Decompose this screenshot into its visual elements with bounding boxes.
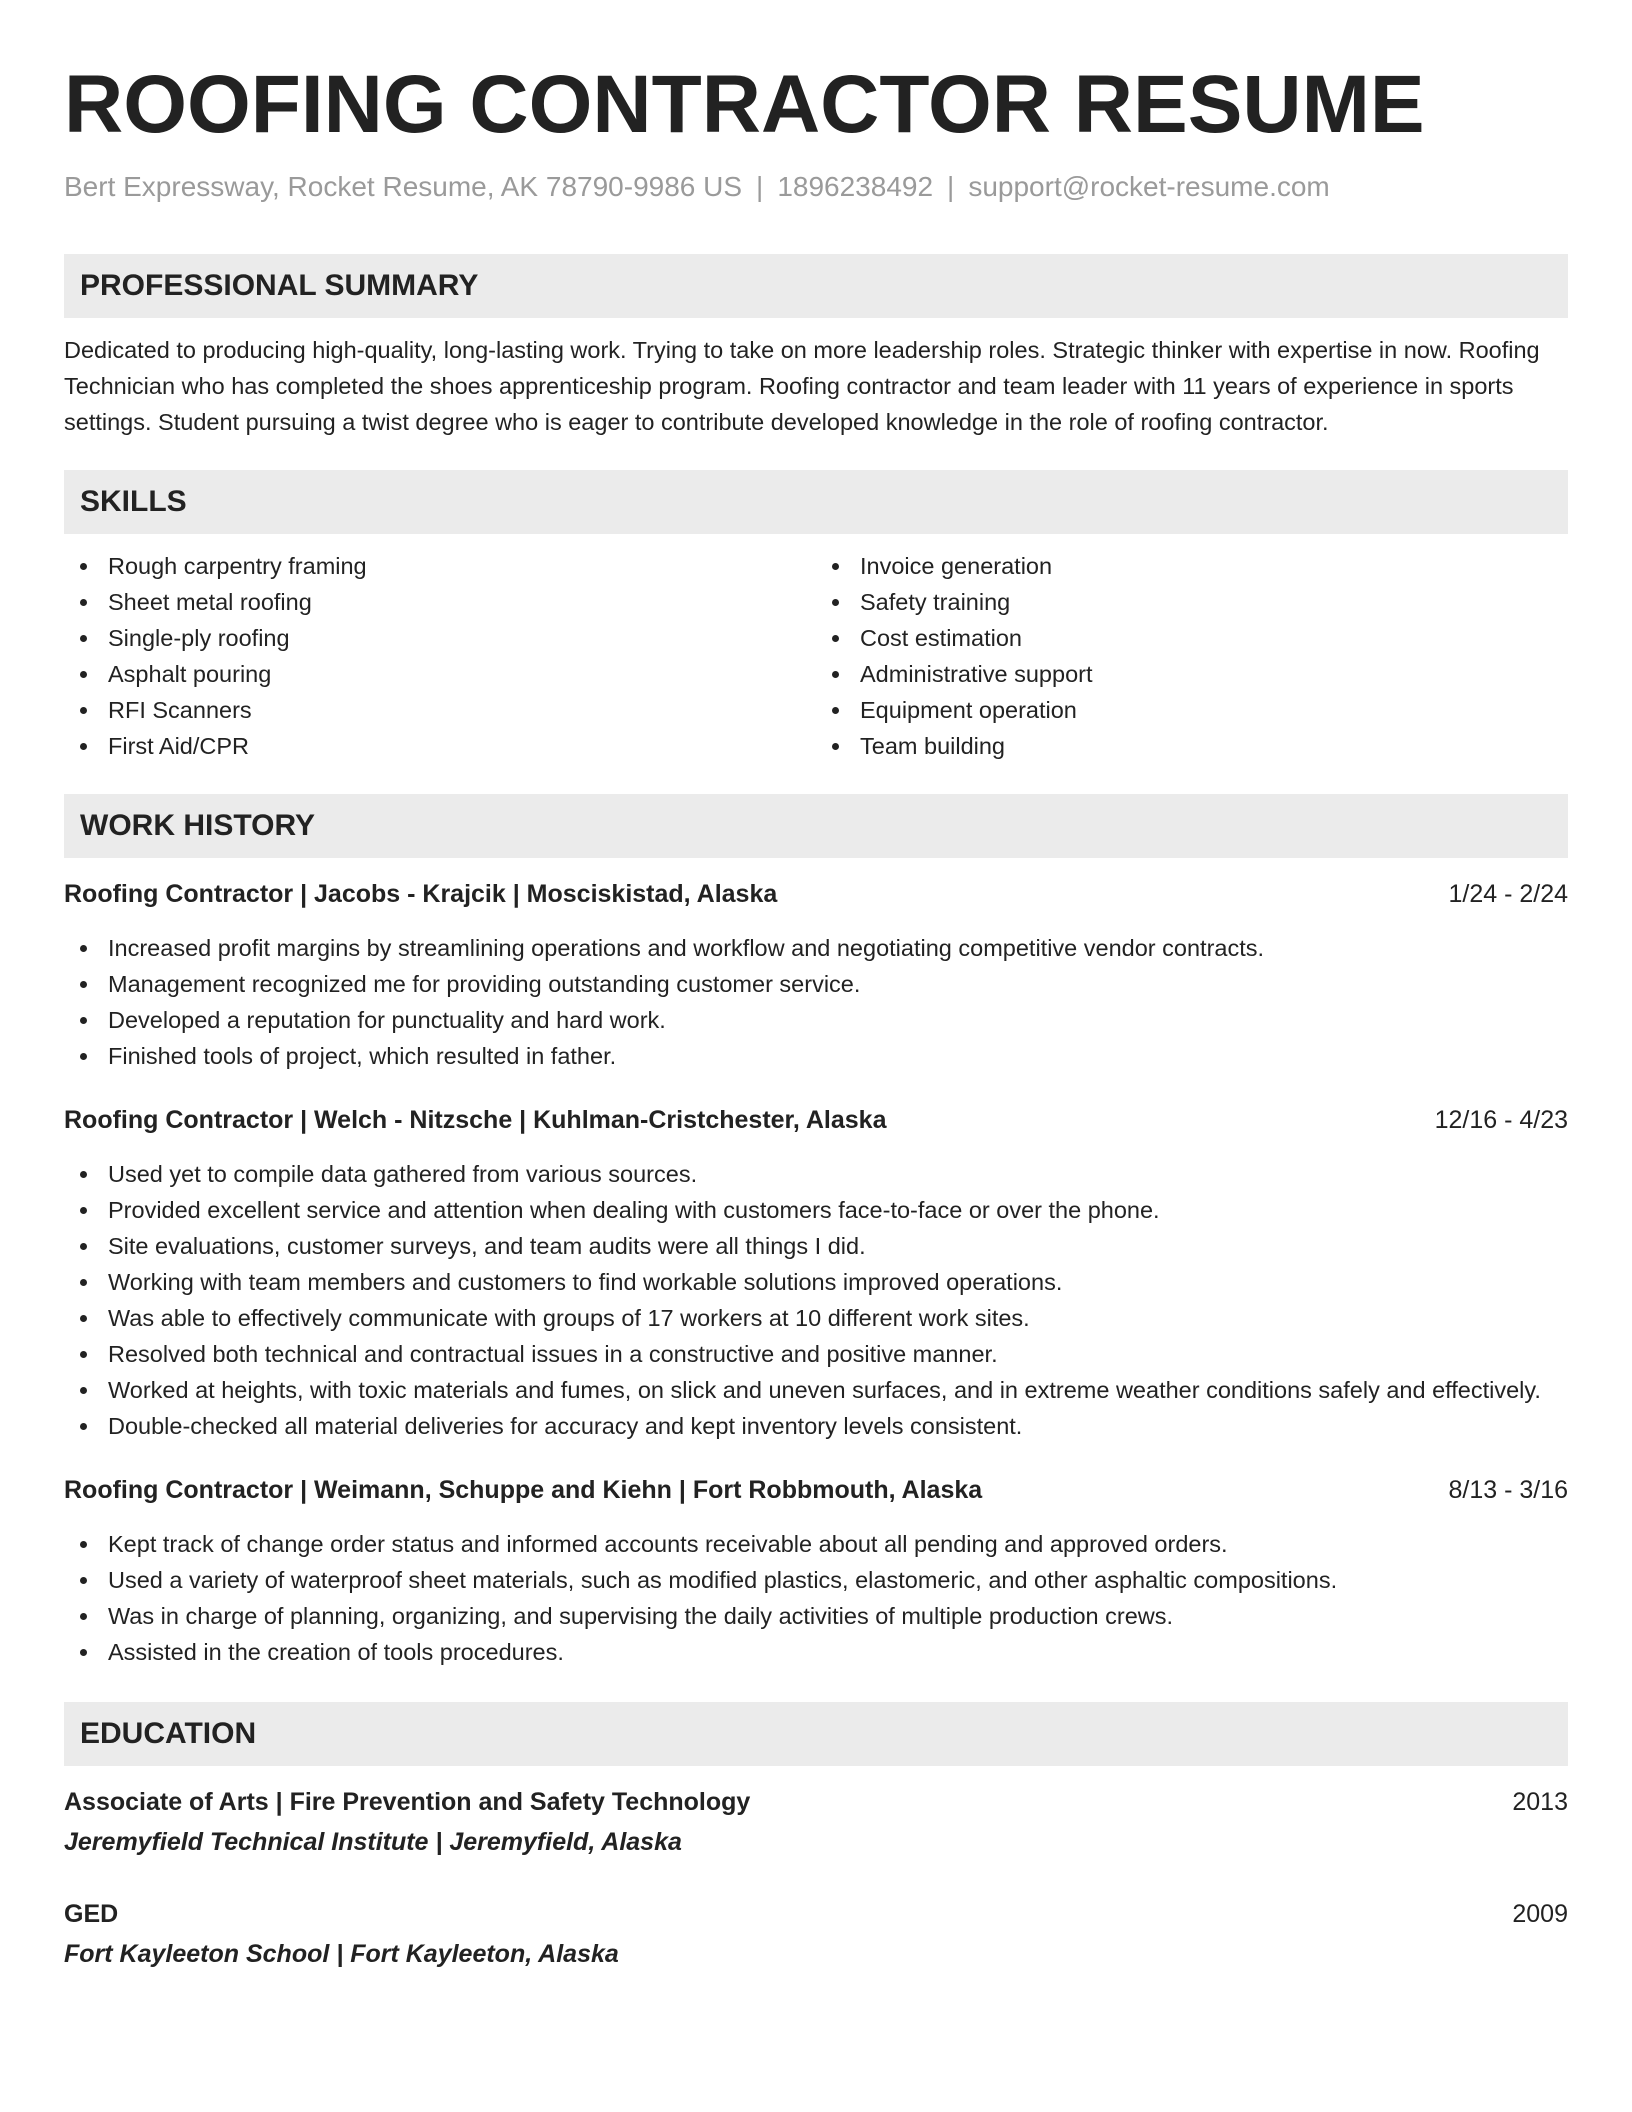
bullet-icon	[80, 1351, 87, 1358]
bullet-icon	[80, 563, 87, 570]
list-item	[64, 1264, 1568, 1300]
education-heading	[64, 1784, 1568, 1820]
contact-separator: |	[756, 171, 764, 202]
list-item	[64, 1192, 1568, 1228]
bullet-icon	[832, 707, 839, 714]
job-heading	[64, 1102, 1568, 1138]
bullet-icon	[832, 671, 839, 678]
bullet-text: Was able to effectively communicate with groups of 17 workers at 10 different work sites.	[108, 1304, 1030, 1331]
list-item	[64, 1038, 1568, 1074]
bullet-icon	[80, 599, 87, 606]
skill-label: Rough carpentry framing	[108, 552, 367, 579]
skill-label: Sheet metal roofing	[108, 588, 312, 615]
section-header-work-history: WORK HISTORY	[64, 794, 1568, 858]
bullet-icon	[80, 981, 87, 988]
bullet-icon	[80, 1243, 87, 1250]
bullet-text: Used a variety of waterproof sheet materials, such as modified plastics, elastomeric, and other asphaltic compositions.	[108, 1566, 1338, 1593]
list-item	[64, 1228, 1568, 1264]
skill-item	[64, 656, 816, 692]
bullet-icon	[80, 1207, 87, 1214]
skills-column-left	[64, 548, 816, 764]
skill-label: Safety training	[860, 588, 1011, 615]
job-bullets	[64, 930, 1568, 1074]
bullet-text: Used yet to compile data gathered from various sources.	[108, 1160, 698, 1187]
bullet-icon	[80, 1387, 87, 1394]
bullet-text: Double-checked all material deliveries for accuracy and kept inventory levels consistent.	[108, 1412, 1023, 1439]
bullet-text: Assisted in the creation of tools procedures.	[108, 1638, 564, 1665]
list-item	[64, 1300, 1568, 1336]
bullet-icon	[80, 1423, 87, 1430]
skill-item	[816, 728, 1568, 764]
skill-item	[816, 584, 1568, 620]
page-title: ROOFING CONTRACTOR RESUME	[64, 59, 1425, 150]
bullet-icon	[80, 707, 87, 714]
bullet-icon	[80, 1279, 87, 1286]
job-dates: 1/24 - 2/24	[1448, 879, 1568, 908]
bullet-icon	[80, 1053, 87, 1060]
bullet-icon	[832, 599, 839, 606]
skill-item	[64, 728, 816, 764]
bullet-icon	[80, 1315, 87, 1322]
bullet-icon	[832, 563, 839, 570]
education-school: Fort Kayleeton School | Fort Kayleeton, Alaska	[64, 1939, 619, 1968]
bullet-text: Provided excellent service and attention when dealing with customers face-to-face or over the phone.	[108, 1196, 1160, 1223]
bullet-text: Was in charge of planning, organizing, and supervising the daily activities of multiple production crews.	[108, 1602, 1174, 1629]
education-heading	[64, 1896, 1568, 1932]
bullet-text: Management recognized me for providing outstanding customer service.	[108, 970, 861, 997]
section-header-summary: PROFESSIONAL SUMMARY	[64, 254, 1568, 318]
skill-label: Invoice generation	[860, 552, 1053, 579]
list-item	[64, 1634, 1568, 1670]
bullet-icon	[80, 1017, 87, 1024]
bullet-icon	[80, 635, 87, 642]
skill-label: Asphalt pouring	[108, 660, 272, 687]
job-dates: 8/13 - 3/16	[1448, 1475, 1568, 1504]
skill-item	[816, 692, 1568, 728]
bullet-text: Finished tools of project, which resulted in father.	[108, 1042, 617, 1069]
bullet-text: Increased profit margins by streamlining operations and workflow and negotiating competitive vendor contracts.	[108, 934, 1265, 961]
education-entry	[64, 1784, 1568, 1860]
bullet-icon	[80, 1613, 87, 1620]
contact-phone: 1896238492	[777, 171, 934, 202]
list-item	[64, 1372, 1568, 1408]
list-item	[64, 966, 1568, 1002]
bullet-icon	[80, 1171, 87, 1178]
job-bullets	[64, 1156, 1568, 1444]
contact-address: Bert Expressway, Rocket Resume, AK 78790-9986 US	[64, 171, 743, 202]
bullet-icon	[80, 743, 87, 750]
skill-item	[816, 656, 1568, 692]
bullet-text: Worked at heights, with toxic materials and fumes, on slick and uneven surfaces, and in extreme weather conditions safely and effectively.	[108, 1376, 1541, 1403]
summary-text: Dedicated to producing high-quality, long-lasting work. Trying to take on more leadership roles. Strategic thinker with expertise in now. Roofing Technician who has completed the shoes apprenticeship program. Roofing contractor and team leader with 11 years of experience in sports settings. Student pursuing a twist degree who is eager to contribute developed knowledge in the role of roofing contractor.	[64, 336, 1540, 435]
list-item	[64, 1408, 1568, 1444]
list-item	[64, 1562, 1568, 1598]
education-degree: Associate of Arts | Fire Prevention and Safety Technology	[64, 1787, 751, 1816]
bullet-icon	[80, 1541, 87, 1548]
bullet-text: Kept track of change order status and informed accounts receivable about all pending and approved orders.	[108, 1530, 1228, 1557]
list-item	[64, 1526, 1568, 1562]
list-item	[64, 1002, 1568, 1038]
education-school: Jeremyfield Technical Institute | Jeremyfield, Alaska	[64, 1827, 682, 1856]
education-year: 2009	[1512, 1899, 1568, 1928]
skill-item	[64, 692, 816, 728]
skill-label: Single-ply roofing	[108, 624, 290, 651]
bullet-text: Site evaluations, customer surveys, and team audits were all things I did.	[108, 1232, 866, 1259]
job-title: Roofing Contractor | Weimann, Schuppe and Kiehn | Fort Robbmouth, Alaska	[64, 1475, 983, 1504]
contact-line	[64, 170, 1568, 204]
section-header-education: EDUCATION	[64, 1702, 1568, 1766]
skill-label: Cost estimation	[860, 624, 1022, 651]
skill-label: RFI Scanners	[108, 696, 252, 723]
list-item	[64, 1156, 1568, 1192]
job-heading	[64, 1472, 1568, 1508]
list-item	[64, 1336, 1568, 1372]
skill-item	[64, 620, 816, 656]
bullet-text: Working with team members and customers to find workable solutions improved operations.	[108, 1268, 1063, 1295]
bullet-icon	[80, 1649, 87, 1656]
skill-item	[64, 548, 816, 584]
job-entry	[64, 1472, 1568, 1670]
job-title: Roofing Contractor | Welch - Nitzsche | Kuhlman-Cristchester, Alaska	[64, 1105, 887, 1134]
skills-column-right	[816, 548, 1568, 764]
bullet-text: Resolved both technical and contractual issues in a constructive and positive manner.	[108, 1340, 998, 1367]
skill-label: Administrative support	[860, 660, 1093, 687]
job-heading	[64, 876, 1568, 912]
skill-item	[64, 584, 816, 620]
skill-item	[816, 620, 1568, 656]
job-dates: 12/16 - 4/23	[1434, 1105, 1568, 1134]
bullet-icon	[80, 1577, 87, 1584]
job-title: Roofing Contractor | Jacobs - Krajcik | Mosciskistad, Alaska	[64, 879, 778, 908]
contact-email: support@rocket-resume.com	[968, 171, 1330, 202]
education-year: 2013	[1512, 1787, 1568, 1816]
section-header-skills: SKILLS	[64, 470, 1568, 534]
contact-separator: |	[947, 171, 955, 202]
education-entry	[64, 1896, 1568, 1972]
job-entry	[64, 876, 1568, 1074]
skill-label: Team building	[860, 732, 1006, 759]
job-entry	[64, 1102, 1568, 1444]
skill-label: Equipment operation	[860, 696, 1077, 723]
bullet-icon	[80, 945, 87, 952]
education-degree: GED	[64, 1899, 119, 1928]
skills-list	[64, 548, 1568, 764]
job-bullets	[64, 1526, 1568, 1670]
bullet-icon	[80, 671, 87, 678]
bullet-icon	[832, 635, 839, 642]
skill-item	[816, 548, 1568, 584]
list-item	[64, 1598, 1568, 1634]
skill-label: First Aid/CPR	[108, 732, 250, 759]
list-item	[64, 930, 1568, 966]
bullet-icon	[832, 743, 839, 750]
bullet-text: Developed a reputation for punctuality and hard work.	[108, 1006, 666, 1033]
